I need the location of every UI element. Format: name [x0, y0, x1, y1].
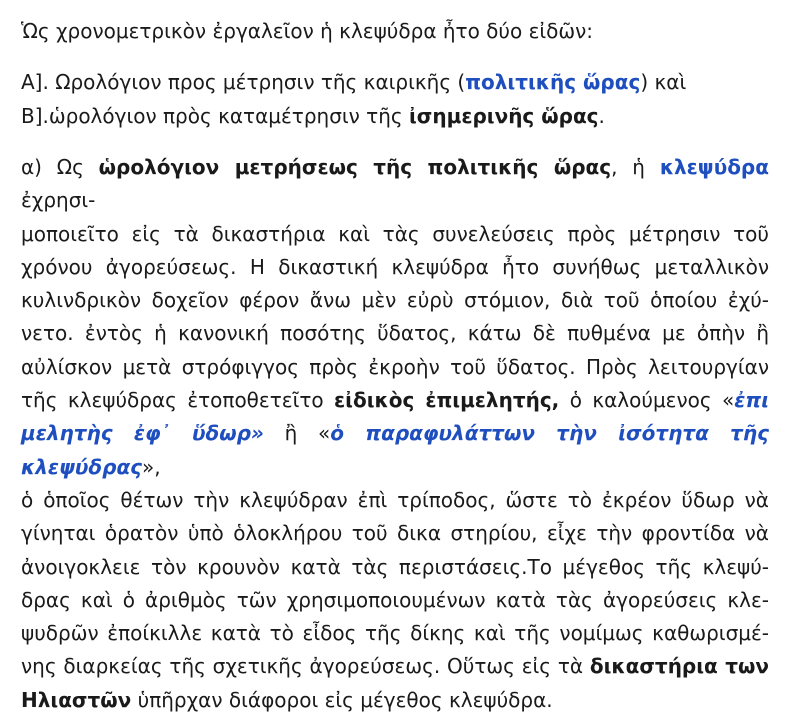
paragraph-line-1 [21, 151, 769, 218]
paragraph-line-2: μοποιεῖτο εἰς τὰ δικαστήρια καὶ τὰς συνελεύσεις πρὸς μέτρησιν τοῦ [21, 221, 769, 246]
text-run: ὑπῆρχαν διάφοροι εἰς μέγεθος κλεψύδρα. [131, 687, 553, 712]
paragraph-line-15 [21, 684, 769, 717]
paragraph-line-8 [21, 417, 769, 484]
paragraph-line-14 [21, 650, 769, 683]
item-b-text: Β].ὡρολόγιον πρὸς καταμέτρησιν τῆς [21, 104, 409, 128]
bold-term: δικαστήρια των [589, 654, 769, 679]
highlight-term: κλεψύδρα [659, 155, 769, 179]
paragraph-line-12: δρας καὶ ὁ ἀριθμὸς τῶν χρησιμοποιουμένων κατὰ τὰς ἀγορεύσεις κλε- [21, 587, 769, 612]
paragraph-line-7 [21, 384, 769, 417]
paragraph-line-3: χρόνου ἀγορεύσεως. Η δικαστική κλεψύδρα ἦτο συνήθως μεταλλικὸν [21, 254, 769, 279]
text-run: ἢ « [263, 421, 331, 446]
item-b-suffix: . [598, 104, 605, 128]
paragraph-line-11: ἀνοιγοκλειε τὸν κρουνὸν κατὰ τὰς περιστάσεις.Το μέγεθος τῆς κλεψύ- [21, 554, 769, 579]
bold-term: ὡρολόγιον μετρήσεως τῆς πολιτικῆς ὥρας [98, 155, 612, 179]
bold-term: Ηλιαστῶν [21, 687, 132, 712]
item-a-line [21, 65, 769, 99]
text-run: ὁ καλούμενος « [559, 388, 735, 413]
paragraph-line-5: νετο. ἐντὸς ἡ κανονική ποσότης ὕδατος, κάτω δὲ πυθμένα με ὀπὴν ἢ [21, 321, 769, 346]
highlight-quote: ὁ παραφυλάττων τὴν ἰσότητα τῆς κλεψύδρας [21, 421, 769, 479]
item-a-highlight: πολιτικῆς ὥρας [465, 70, 641, 94]
paragraph-line-13: ψυδρῶν ἐποίκιλλε κατὰ τὸ εἶδος τῆς δίκης καὶ τῆς νομίμως καθωρισμέ- [21, 621, 769, 646]
paragraph-line-10: γίνηται ὁρατὸν ὑπὸ ὁλοκλήρου τοῦ δικα στηρίου, εἶχε τὴν φροντίδα νὰ [21, 521, 769, 546]
text-run: νης διαρκείας τῆς σχετικῆς ἀγορεύσεως. Οὕτως εἰς τὰ [21, 654, 590, 679]
highlight-quote: μελητὴς ἐφ᾿ ὕδωρ» [21, 421, 264, 446]
item-b-line [21, 99, 769, 133]
paragraph-line-4: κυλινδρικὸν δοχεῖον φέρον ἄνω μὲν εὐρὺ στόμιον, διὰ τοῦ ὁποίου ἐχύ- [21, 288, 769, 313]
paragraph-line-6: αὐλίσκον μετὰ στρόφιγγος πρὸς ἐκροὴν τοῦ ὕδατος. Πρὸς λειτουργίαν [21, 354, 769, 379]
item-a-text: Α]. Ωρολόγιον προς μέτρησιν τῆς καιρικῆς ( [21, 70, 466, 94]
intro-line: Ὡς χρονομετρικὸν ἐργαλεῖον ἡ κλεψύδρα ἦτο δύο εἰδῶν: [21, 19, 594, 43]
paragraph-line-9: ὁ ὁποῖος θέτων τὴν κλεψύδραν ἐπὶ τρίποδος, ὥστε τὸ ἐκρέον ὕδωρ νὰ [21, 487, 769, 512]
text-run: , ἡ [611, 155, 660, 179]
item-a-suffix: ) καὶ [640, 70, 687, 94]
main-paragraph [21, 151, 769, 717]
text-run: ἐχρησι- [21, 188, 96, 213]
text-run: τῆς κλεψύδρας ἐτοποθετεῖτο [21, 388, 335, 413]
item-b-highlight: ἰσημερινῆς ὥρας [409, 104, 599, 128]
text-run: », [142, 454, 161, 479]
highlight-quote: ἐπι [734, 388, 770, 413]
bold-term: εἰδικὸς ἐπιμελητής, [334, 388, 560, 413]
text-run: α) Ως [21, 155, 99, 179]
